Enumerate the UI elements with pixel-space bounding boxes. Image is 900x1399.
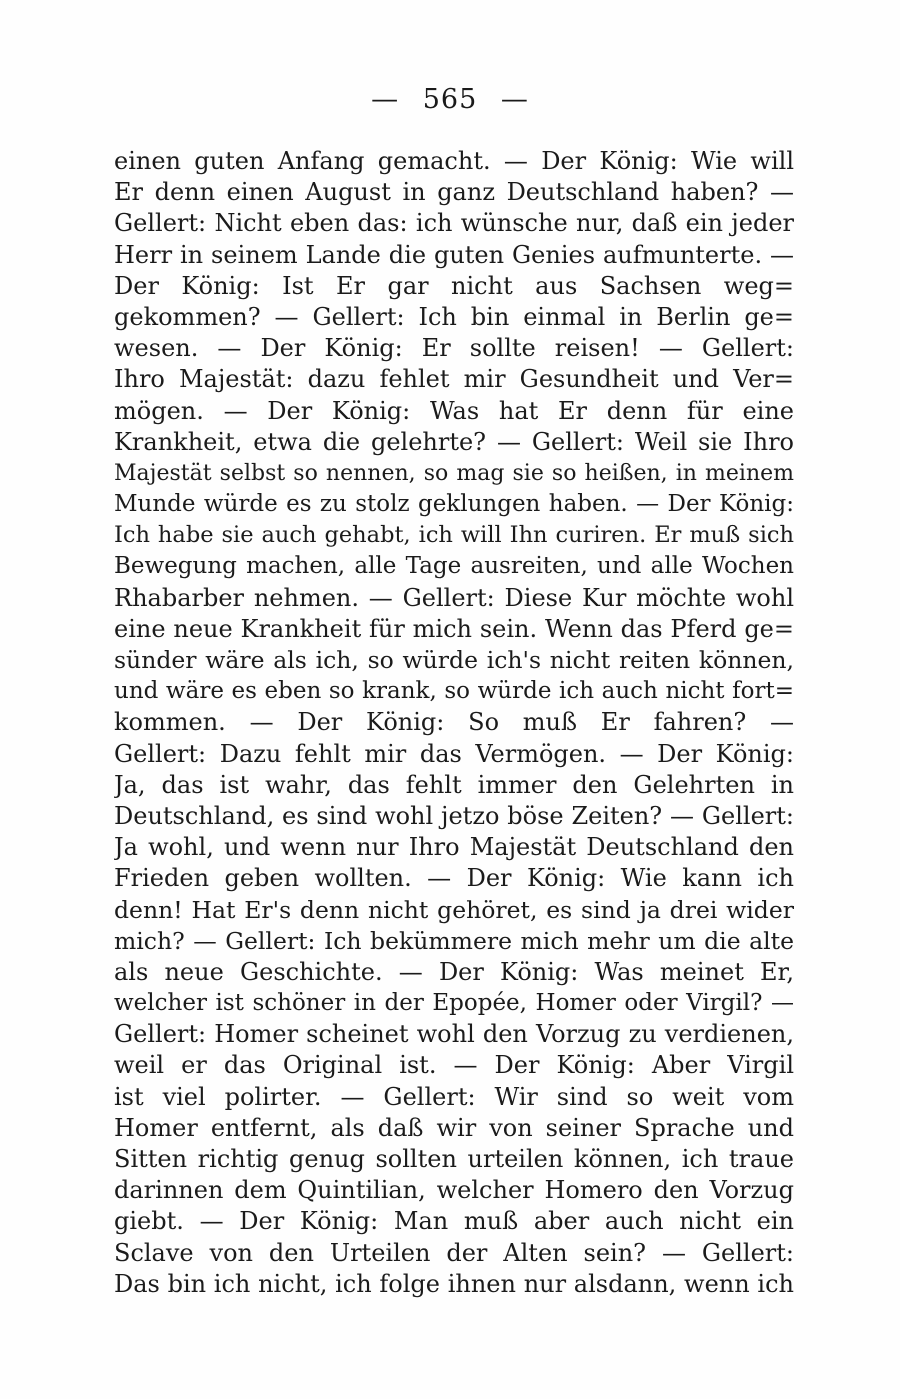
text-line: wesen. — Der König: Er sollte reisen! — Gellert:: [114, 334, 794, 363]
text-line: mich? — Gellert: Ich bekümmere mich mehr um die alte: [114, 926, 794, 955]
text-line: Krankheit, etwa die gelehrte? — Gellert: Weil sie Ihro: [114, 427, 794, 456]
text-line: Gellert: Homer scheinet wohl den Vorzug zu verdienen,: [114, 1020, 794, 1049]
text-line: Ich habe sie auch gehabt, ich will Ihn curiren. Er muß sich: [114, 522, 794, 549]
text-line: Das bin ich nicht, ich folge ihnen nur alsdann, wenn ich: [114, 1269, 794, 1298]
text-line: Majestät selbst so nennen, so mag sie so heißen, in meinem: [114, 460, 794, 486]
text-line: Homer entfernt, als daß wir von seiner Sprache und: [114, 1113, 794, 1142]
body-text: [114, 146, 794, 1300]
text-line: Herr in seinem Lande die guten Genies aufmunterte. —: [114, 240, 794, 269]
text-line: eine neue Krankheit für mich sein. Wenn das Pferd ge=: [114, 614, 794, 643]
text-line: und wäre es eben so krank, so würde ich auch nicht fort=: [114, 678, 794, 705]
text-line: Bewegung machen, alle Tage ausreiten, und alle Wochen: [114, 553, 794, 580]
text-line: als neue Geschichte. — Der König: Was meinet Er,: [114, 957, 794, 986]
text-line: Ja wohl, und wenn nur Ihro Majestät Deutschland den: [114, 833, 794, 862]
text-line: denn! Hat Er's denn nicht gehöret, es sind ja drei wider: [114, 895, 794, 924]
text-line: Ja, das ist wahr, das fehlt immer den Gelehrten in: [114, 770, 794, 799]
text-line: ist viel polirter. — Gellert: Wir sind so weit vom: [114, 1082, 794, 1111]
text-line: Ihro Majestät: dazu fehlet mir Gesundheit und Ver=: [114, 365, 794, 394]
text-line: Sclave von den Urteilen der Alten sein? — Gellert:: [114, 1238, 794, 1267]
page-number: — 565 —: [371, 84, 529, 115]
text-line: Gellert: Dazu fehlt mir das Vermögen. — Der König:: [114, 739, 794, 768]
text-line: darinnen dem Quintilian, welcher Homero den Vorzug: [114, 1176, 794, 1205]
text-line: gekommen? — Gellert: Ich bin einmal in Berlin ge=: [114, 302, 794, 331]
text-line: Rhabarber nehmen. — Gellert: Diese Kur möchte wohl: [114, 583, 794, 612]
text-line: Gellert: Nicht eben das: ich wünsche nur, daß ein jeder: [114, 209, 794, 238]
text-line: Der König: Ist Er gar nicht aus Sachsen weg=: [114, 271, 794, 300]
text-line: mögen. — Der König: Was hat Er denn für eine: [114, 396, 794, 425]
text-line: Deutschland, es sind wohl jetzo böse Zeiten? — Gellert:: [114, 801, 794, 830]
text-line: giebt. — Der König: Man muß aber auch nicht ein: [114, 1207, 794, 1236]
text-line: weil er das Original ist. — Der König: Aber Virgil: [114, 1051, 794, 1080]
text-line: einen guten Anfang gemacht. — Der König: Wie will: [114, 147, 794, 175]
text-line: kommen. — Der König: So muß Er fahren? —: [114, 708, 794, 737]
text-line: Munde würde es zu stolz geklungen haben. — Der König:: [114, 491, 794, 518]
text-line: Er denn einen August in ganz Deutschland haben? —: [114, 178, 794, 207]
text-line: Frieden geben wollten. — Der König: Wie kann ich: [114, 864, 794, 893]
text-line: Sitten richtig genug sollten urteilen können, ich traue: [114, 1145, 794, 1173]
text-line: welcher ist schöner in der Epopée, Homer oder Virgil? —: [114, 990, 794, 1017]
text-line: sünder wäre als ich, so würde ich's nicht reiten können,: [114, 646, 794, 674]
